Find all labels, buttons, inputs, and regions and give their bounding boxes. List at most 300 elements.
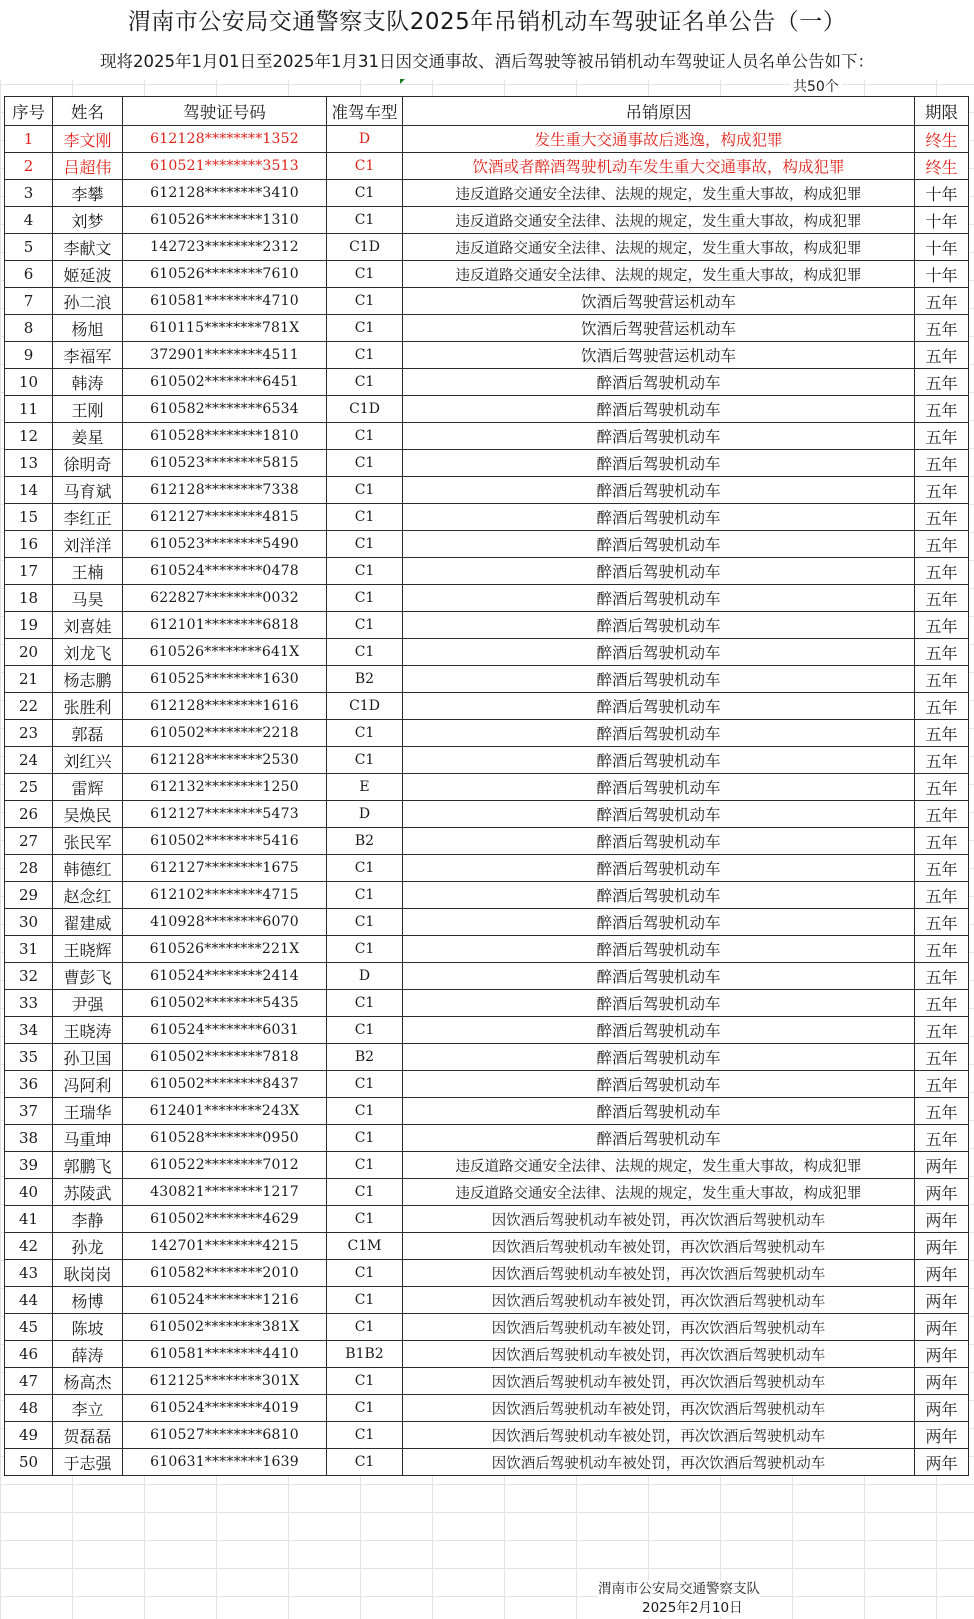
table-row	[5, 1206, 969, 1233]
vehicle-class: C1	[327, 1260, 403, 1287]
row-number: 49	[5, 1422, 53, 1449]
table-row	[5, 153, 969, 180]
vehicle-class: C1	[327, 1422, 403, 1449]
vehicle-class: D	[327, 126, 403, 153]
vehicle-class: C1	[327, 585, 403, 612]
row-number: 23	[5, 720, 53, 747]
revocation-reason: 违反道路交通安全法律、法规的规定，发生重大事故，构成犯罪	[403, 180, 915, 207]
revocation-reason: 违反道路交通安全法律、法规的规定，发生重大事故，构成犯罪	[403, 1152, 915, 1179]
driver-name: 张民军	[53, 828, 123, 855]
driver-name: 王晓涛	[53, 1017, 123, 1044]
revocation-term: 两年	[915, 1341, 969, 1368]
table-row	[5, 666, 969, 693]
revocation-reason: 醉酒后驾驶机动车	[403, 909, 915, 936]
revocation-term: 五年	[915, 855, 969, 882]
revocation-reason: 醉酒后驾驶机动车	[403, 504, 915, 531]
driver-name: 尹强	[53, 990, 123, 1017]
license-number: 610526********221X	[123, 936, 327, 963]
vehicle-class: C1D	[327, 234, 403, 261]
license-number: 610502********8437	[123, 1071, 327, 1098]
license-number: 612128********1352	[123, 126, 327, 153]
revocation-term: 两年	[915, 1422, 969, 1449]
table-row	[5, 855, 969, 882]
row-number: 50	[5, 1449, 53, 1476]
table-header-row	[5, 97, 969, 126]
revocation-term: 两年	[915, 1314, 969, 1341]
table-row	[5, 720, 969, 747]
table-row	[5, 1449, 969, 1476]
column-header-name: 姓名	[53, 97, 123, 126]
row-number: 20	[5, 639, 53, 666]
table-row	[5, 531, 969, 558]
license-number: 610528********1810	[123, 423, 327, 450]
revocation-term: 五年	[915, 531, 969, 558]
driver-name: 贺磊磊	[53, 1422, 123, 1449]
row-number: 28	[5, 855, 53, 882]
table-row	[5, 1179, 969, 1206]
table-row	[5, 612, 969, 639]
table-row	[5, 450, 969, 477]
table-row	[5, 288, 969, 315]
vehicle-class: C1	[327, 1098, 403, 1125]
column-header-vehicle-type: 准驾车型	[327, 97, 403, 126]
footer-organization: 渭南市公安局交通警察支队	[598, 1581, 760, 1597]
revocation-reason: 醉酒后驾驶机动车	[403, 1125, 915, 1152]
license-number: 410928********6070	[123, 909, 327, 936]
row-number: 39	[5, 1152, 53, 1179]
license-number: 142701********4215	[123, 1233, 327, 1260]
revocation-term: 十年	[915, 261, 969, 288]
row-number: 9	[5, 342, 53, 369]
revocation-reason: 醉酒后驾驶机动车	[403, 1044, 915, 1071]
license-number: 610502********5435	[123, 990, 327, 1017]
driver-name: 刘龙飞	[53, 639, 123, 666]
table-row	[5, 1044, 969, 1071]
license-number: 430821********1217	[123, 1179, 327, 1206]
revocation-reason: 醉酒后驾驶机动车	[403, 450, 915, 477]
row-number: 19	[5, 612, 53, 639]
license-number: 610582********6534	[123, 396, 327, 423]
table-row	[5, 1395, 969, 1422]
revocation-term: 五年	[915, 477, 969, 504]
driver-name: 徐明奇	[53, 450, 123, 477]
column-header-no: 序号	[5, 97, 53, 126]
revocation-term: 五年	[915, 1125, 969, 1152]
revocation-term: 两年	[915, 1260, 969, 1287]
revocation-reason: 饮酒后驾驶营运机动车	[403, 342, 915, 369]
driver-name: 耿岗岗	[53, 1260, 123, 1287]
vehicle-class: C1	[327, 855, 403, 882]
vehicle-class: C1	[327, 153, 403, 180]
vehicle-class: C1	[327, 936, 403, 963]
row-number: 3	[5, 180, 53, 207]
revocation-term: 五年	[915, 1071, 969, 1098]
license-number: 610524********2414	[123, 963, 327, 990]
driver-name: 韩涛	[53, 369, 123, 396]
table-row	[5, 558, 969, 585]
license-number: 142723********2312	[123, 234, 327, 261]
revocation-reason: 饮酒后驾驶营运机动车	[403, 315, 915, 342]
license-number: 610525********1630	[123, 666, 327, 693]
row-number: 35	[5, 1044, 53, 1071]
revocation-term: 终生	[915, 126, 969, 153]
revocation-reason: 醉酒后驾驶机动车	[403, 369, 915, 396]
revocation-term: 两年	[915, 1395, 969, 1422]
revocation-reason: 因饮酒后驾驶机动车被处罚，再次饮酒后驾驶机动车	[403, 1314, 915, 1341]
row-number: 13	[5, 450, 53, 477]
table-row	[5, 747, 969, 774]
table-row	[5, 774, 969, 801]
driver-name: 姜星	[53, 423, 123, 450]
revocation-reason: 违反道路交通安全法律、法规的规定，发生重大事故，构成犯罪	[403, 1179, 915, 1206]
table-row	[5, 936, 969, 963]
revocation-reason: 醉酒后驾驶机动车	[403, 963, 915, 990]
table-row	[5, 261, 969, 288]
driver-name: 王楠	[53, 558, 123, 585]
license-number: 610526********641X	[123, 639, 327, 666]
vehicle-class: C1M	[327, 1233, 403, 1260]
table-row	[5, 477, 969, 504]
revocation-term: 十年	[915, 234, 969, 261]
table-row	[5, 396, 969, 423]
driver-name: 吴焕民	[53, 801, 123, 828]
revocation-reason: 醉酒后驾驶机动车	[403, 828, 915, 855]
revocation-term: 十年	[915, 207, 969, 234]
table-row	[5, 1314, 969, 1341]
table-row	[5, 207, 969, 234]
table-row	[5, 1260, 969, 1287]
revocation-term: 两年	[915, 1449, 969, 1476]
license-number: 610521********3513	[123, 153, 327, 180]
column-header-term: 期限	[915, 97, 969, 126]
row-number: 43	[5, 1260, 53, 1287]
vehicle-class: E	[327, 774, 403, 801]
license-number: 610526********1310	[123, 207, 327, 234]
row-number: 6	[5, 261, 53, 288]
row-number: 8	[5, 315, 53, 342]
row-number: 1	[5, 126, 53, 153]
revocation-term: 两年	[915, 1287, 969, 1314]
license-number: 372901********4511	[123, 342, 327, 369]
vehicle-class: B1B2	[327, 1341, 403, 1368]
driver-name: 刘洋洋	[53, 531, 123, 558]
license-number: 610524********6031	[123, 1017, 327, 1044]
vehicle-class: C1	[327, 342, 403, 369]
page-title: 渭南市公安局交通警察支队2025年吊销机动车驾驶证名单公告（一）	[0, 0, 974, 44]
revocation-reason: 醉酒后驾驶机动车	[403, 720, 915, 747]
vehicle-class: C1	[327, 288, 403, 315]
revocation-reason: 醉酒后驾驶机动车	[403, 774, 915, 801]
revocation-term: 五年	[915, 774, 969, 801]
revocation-term: 五年	[915, 1044, 969, 1071]
driver-name: 翟建威	[53, 909, 123, 936]
driver-name: 冯阿利	[53, 1071, 123, 1098]
driver-name: 李文刚	[53, 126, 123, 153]
driver-name: 李立	[53, 1395, 123, 1422]
revocation-term: 五年	[915, 558, 969, 585]
revocation-term: 五年	[915, 1017, 969, 1044]
revocation-term: 五年	[915, 720, 969, 747]
driver-name: 王瑞华	[53, 1098, 123, 1125]
table-row	[5, 180, 969, 207]
license-number: 610528********0950	[123, 1125, 327, 1152]
announcement-subtitle: 现将2025年1月01日至2025年1月31日因交通事故、酒后驾驶等被吊销机动车驾驶证人员名单公告如下：	[0, 44, 974, 80]
revocation-reason: 违反道路交通安全法律、法规的规定，发生重大事故，构成犯罪	[403, 261, 915, 288]
revocation-term: 五年	[915, 990, 969, 1017]
table-row	[5, 1152, 969, 1179]
license-number: 610502********6451	[123, 369, 327, 396]
table-row	[5, 801, 969, 828]
revocation-term: 五年	[915, 612, 969, 639]
revocation-term: 五年	[915, 639, 969, 666]
table-row	[5, 126, 969, 153]
vehicle-class: B2	[327, 666, 403, 693]
driver-name: 刘梦	[53, 207, 123, 234]
driver-name: 孙二浪	[53, 288, 123, 315]
row-number: 11	[5, 396, 53, 423]
license-number: 610524********1216	[123, 1287, 327, 1314]
revocation-reason: 因饮酒后驾驶机动车被处罚，再次饮酒后驾驶机动车	[403, 1287, 915, 1314]
row-number: 10	[5, 369, 53, 396]
vehicle-class: C1	[327, 1125, 403, 1152]
table-row	[5, 1071, 969, 1098]
vehicle-class: C1	[327, 747, 403, 774]
revocation-reason: 醉酒后驾驶机动车	[403, 666, 915, 693]
revocation-reason: 违反道路交通安全法律、法规的规定，发生重大事故，构成犯罪	[403, 207, 915, 234]
row-number: 17	[5, 558, 53, 585]
revocation-term: 五年	[915, 342, 969, 369]
driver-name: 雷辉	[53, 774, 123, 801]
driver-name: 孙龙	[53, 1233, 123, 1260]
row-number: 38	[5, 1125, 53, 1152]
license-number: 610522********7012	[123, 1152, 327, 1179]
table-row	[5, 342, 969, 369]
license-number: 610582********2010	[123, 1260, 327, 1287]
revocation-term: 五年	[915, 423, 969, 450]
license-number: 610524********4019	[123, 1395, 327, 1422]
vehicle-class: C1	[327, 1152, 403, 1179]
vehicle-class: C1	[327, 1206, 403, 1233]
row-number: 22	[5, 693, 53, 720]
revocation-reason: 醉酒后驾驶机动车	[403, 531, 915, 558]
driver-name: 刘喜娃	[53, 612, 123, 639]
table-row	[5, 639, 969, 666]
row-number: 40	[5, 1179, 53, 1206]
revocation-term: 两年	[915, 1152, 969, 1179]
revocation-term: 五年	[915, 315, 969, 342]
total-count-label: 共50个	[790, 78, 842, 96]
vehicle-class: C1	[327, 882, 403, 909]
revocation-reason: 因饮酒后驾驶机动车被处罚，再次饮酒后驾驶机动车	[403, 1260, 915, 1287]
license-number: 610581********4410	[123, 1341, 327, 1368]
vehicle-class: C1	[327, 1395, 403, 1422]
row-number: 31	[5, 936, 53, 963]
vehicle-class: D	[327, 963, 403, 990]
license-number: 612128********2530	[123, 747, 327, 774]
revocation-term: 十年	[915, 180, 969, 207]
vehicle-class: C1	[327, 612, 403, 639]
driver-name: 薛涛	[53, 1341, 123, 1368]
driver-name: 李攀	[53, 180, 123, 207]
row-number: 32	[5, 963, 53, 990]
vehicle-class: C1	[327, 990, 403, 1017]
revocation-reason: 醉酒后驾驶机动车	[403, 747, 915, 774]
license-number: 622827********0032	[123, 585, 327, 612]
license-number: 612132********1250	[123, 774, 327, 801]
row-number: 37	[5, 1098, 53, 1125]
row-number: 27	[5, 828, 53, 855]
vehicle-class: C1	[327, 720, 403, 747]
vehicle-class: C1	[327, 1071, 403, 1098]
vehicle-class: C1	[327, 423, 403, 450]
table-body	[5, 126, 969, 1476]
revocation-reason: 因饮酒后驾驶机动车被处罚，再次饮酒后驾驶机动车	[403, 1368, 915, 1395]
vehicle-class: C1	[327, 531, 403, 558]
table-row	[5, 882, 969, 909]
license-number: 612128********3410	[123, 180, 327, 207]
table-row	[5, 315, 969, 342]
revocation-term: 五年	[915, 963, 969, 990]
row-number: 5	[5, 234, 53, 261]
license-number: 610527********6810	[123, 1422, 327, 1449]
driver-name: 苏陵武	[53, 1179, 123, 1206]
driver-name: 李红正	[53, 504, 123, 531]
driver-name: 李静	[53, 1206, 123, 1233]
row-number: 7	[5, 288, 53, 315]
revocation-term: 五年	[915, 504, 969, 531]
revocation-term: 两年	[915, 1233, 969, 1260]
row-number: 46	[5, 1341, 53, 1368]
license-number: 612128********7338	[123, 477, 327, 504]
table-row	[5, 1017, 969, 1044]
revocation-reason: 醉酒后驾驶机动车	[403, 936, 915, 963]
revocation-term: 五年	[915, 396, 969, 423]
revocation-reason: 发生重大交通事故后逃逸，构成犯罪	[403, 126, 915, 153]
vehicle-class: B2	[327, 828, 403, 855]
table-row	[5, 1422, 969, 1449]
license-number: 610523********5815	[123, 450, 327, 477]
row-number: 45	[5, 1314, 53, 1341]
vehicle-class: C1	[327, 180, 403, 207]
license-number: 612125********301X	[123, 1368, 327, 1395]
driver-name: 杨博	[53, 1287, 123, 1314]
license-number: 610526********7610	[123, 261, 327, 288]
license-number: 610502********5416	[123, 828, 327, 855]
vehicle-class: C1	[327, 504, 403, 531]
revocation-reason: 醉酒后驾驶机动车	[403, 990, 915, 1017]
revocation-term: 五年	[915, 936, 969, 963]
revocation-reason: 醉酒后驾驶机动车	[403, 585, 915, 612]
driver-name: 杨旭	[53, 315, 123, 342]
revocation-reason: 违反道路交通安全法律、法规的规定，发生重大事故，构成犯罪	[403, 234, 915, 261]
driver-name: 王刚	[53, 396, 123, 423]
vehicle-class: C1	[327, 1179, 403, 1206]
revocation-reason: 醉酒后驾驶机动车	[403, 801, 915, 828]
table-row	[5, 909, 969, 936]
license-number: 612127********1675	[123, 855, 327, 882]
table-row	[5, 369, 969, 396]
license-number: 610502********4629	[123, 1206, 327, 1233]
cell-comment-marker	[400, 79, 405, 84]
revocation-reason: 饮酒或者醉酒驾驶机动车发生重大交通事故，构成犯罪	[403, 153, 915, 180]
revocation-reason: 醉酒后驾驶机动车	[403, 855, 915, 882]
table-row	[5, 504, 969, 531]
column-header-license: 驾驶证号码	[123, 97, 327, 126]
row-number: 42	[5, 1233, 53, 1260]
row-number: 29	[5, 882, 53, 909]
vehicle-class: C1	[327, 315, 403, 342]
revocation-term: 五年	[915, 450, 969, 477]
license-number: 612128********1616	[123, 693, 327, 720]
vehicle-class: C1	[327, 261, 403, 288]
revocation-reason: 醉酒后驾驶机动车	[403, 396, 915, 423]
driver-name: 孙卫国	[53, 1044, 123, 1071]
revocation-reason: 因饮酒后驾驶机动车被处罚，再次饮酒后驾驶机动车	[403, 1233, 915, 1260]
revocation-term: 五年	[915, 666, 969, 693]
vehicle-class: C1D	[327, 693, 403, 720]
vehicle-class: C1	[327, 1017, 403, 1044]
row-number: 41	[5, 1206, 53, 1233]
revocation-reason: 醉酒后驾驶机动车	[403, 1071, 915, 1098]
revocation-reason: 饮酒后驾驶营运机动车	[403, 288, 915, 315]
revocation-term: 五年	[915, 882, 969, 909]
driver-name: 韩德红	[53, 855, 123, 882]
driver-name: 杨高杰	[53, 1368, 123, 1395]
revocation-term: 五年	[915, 1098, 969, 1125]
revocation-reason: 因饮酒后驾驶机动车被处罚，再次饮酒后驾驶机动车	[403, 1449, 915, 1476]
table-row	[5, 423, 969, 450]
table-row	[5, 990, 969, 1017]
driver-name: 马昊	[53, 585, 123, 612]
table-row	[5, 693, 969, 720]
row-number: 25	[5, 774, 53, 801]
driver-name: 于志强	[53, 1449, 123, 1476]
revocation-reason: 醉酒后驾驶机动车	[403, 1017, 915, 1044]
vehicle-class: C1	[327, 1449, 403, 1476]
license-number: 610502********2218	[123, 720, 327, 747]
license-number: 612127********4815	[123, 504, 327, 531]
license-number: 612101********6818	[123, 612, 327, 639]
row-number: 30	[5, 909, 53, 936]
driver-name: 姬延波	[53, 261, 123, 288]
license-number: 612401********243X	[123, 1098, 327, 1125]
driver-name: 马重坤	[53, 1125, 123, 1152]
row-number: 18	[5, 585, 53, 612]
revocation-term: 五年	[915, 828, 969, 855]
license-number: 612102********4715	[123, 882, 327, 909]
revocation-reason: 因饮酒后驾驶机动车被处罚，再次饮酒后驾驶机动车	[403, 1206, 915, 1233]
driver-name: 刘红兴	[53, 747, 123, 774]
revocation-reason: 醉酒后驾驶机动车	[403, 639, 915, 666]
license-number: 610502********381X	[123, 1314, 327, 1341]
vehicle-class: C1	[327, 1287, 403, 1314]
row-number: 44	[5, 1287, 53, 1314]
row-number: 34	[5, 1017, 53, 1044]
table-row	[5, 1125, 969, 1152]
revocation-term: 五年	[915, 747, 969, 774]
vehicle-class: C1	[327, 1368, 403, 1395]
revocation-reason: 醉酒后驾驶机动车	[403, 882, 915, 909]
footer-date: 2025年2月10日	[642, 1600, 743, 1616]
table-row	[5, 828, 969, 855]
column-header-reason: 吊销原因	[403, 97, 915, 126]
revocation-reason: 醉酒后驾驶机动车	[403, 558, 915, 585]
driver-name: 马育斌	[53, 477, 123, 504]
vehicle-class: C1	[327, 207, 403, 234]
vehicle-class: C1	[327, 558, 403, 585]
vehicle-class: C1D	[327, 396, 403, 423]
revocation-reason: 因饮酒后驾驶机动车被处罚，再次饮酒后驾驶机动车	[403, 1422, 915, 1449]
